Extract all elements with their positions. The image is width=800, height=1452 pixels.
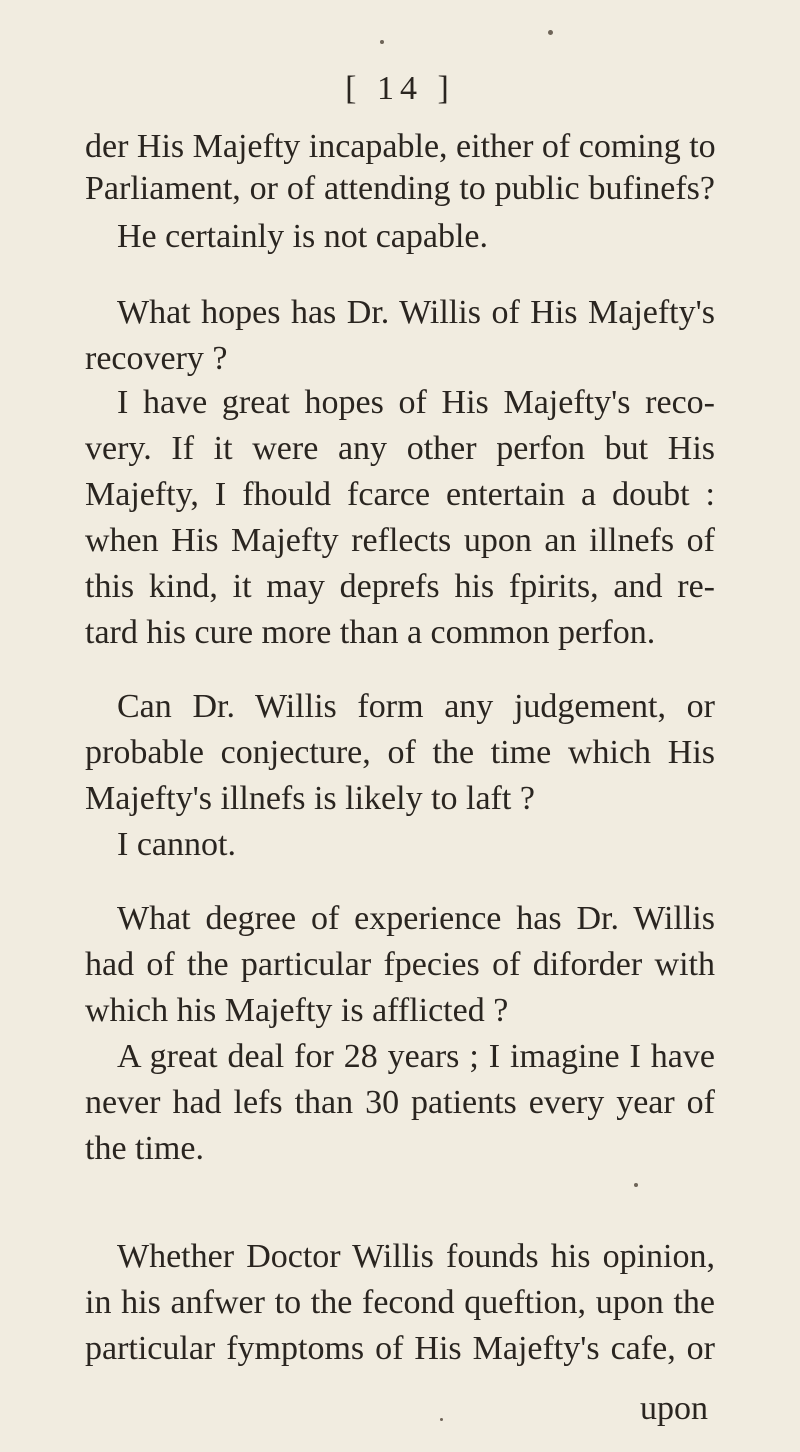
text-line: had of the particular fpecies of diforder with bbox=[85, 946, 715, 983]
text-line: recovery ? bbox=[85, 340, 228, 377]
paper-speck bbox=[440, 1418, 443, 1421]
text-line: probable conjecture, of the time which His bbox=[85, 734, 715, 771]
text-line: der His Majefty incapable, either of coming to bbox=[85, 128, 716, 165]
text-line: tard his cure more than a common perfon. bbox=[85, 614, 656, 651]
text-line: Majefty, I fhould fcarce entertain a doubt : bbox=[85, 476, 715, 513]
text-line: He certainly is not capable. bbox=[117, 218, 489, 255]
text-line: Majefty's illnefs is likely to laft ? bbox=[85, 780, 535, 817]
catchword: upon bbox=[640, 1390, 708, 1427]
text-line: when His Majefty reflects upon an illnefs of bbox=[85, 522, 715, 559]
text-line: which his Majefty is afflicted ? bbox=[85, 992, 509, 1029]
paper-speck bbox=[380, 40, 384, 44]
text-line: very. If it were any other perfon but His bbox=[85, 430, 715, 467]
text-line: in his anfwer to the fecond queftion, upon the bbox=[85, 1284, 715, 1321]
text-line: What hopes has Dr. Willis of His Majefty's bbox=[117, 294, 715, 331]
text-line: I have great hopes of His Majefty's reco- bbox=[117, 384, 715, 421]
paper-speck bbox=[634, 1183, 638, 1187]
page-number-header: [ 14 ] bbox=[345, 70, 455, 107]
text-line: Can Dr. Willis form any judgement, or bbox=[117, 688, 715, 725]
text-line: Parliament, or of attending to public bufinefs? bbox=[85, 170, 715, 207]
text-line: this kind, it may deprefs his fpirits, and re- bbox=[85, 568, 715, 605]
text-line: never had lefs than 30 patients every year of bbox=[85, 1084, 715, 1121]
text-line: Whether Doctor Willis founds his opinion, bbox=[117, 1238, 715, 1275]
text-line: I cannot. bbox=[117, 826, 236, 863]
text-line: What degree of experience has Dr. Willis bbox=[117, 900, 715, 937]
text-line: particular fymptoms of His Majefty's cafe, or bbox=[85, 1330, 715, 1367]
paper-speck bbox=[548, 30, 553, 35]
text-line: A great deal for 28 years ; I imagine I have bbox=[117, 1038, 715, 1075]
text-line: the time. bbox=[85, 1130, 204, 1167]
